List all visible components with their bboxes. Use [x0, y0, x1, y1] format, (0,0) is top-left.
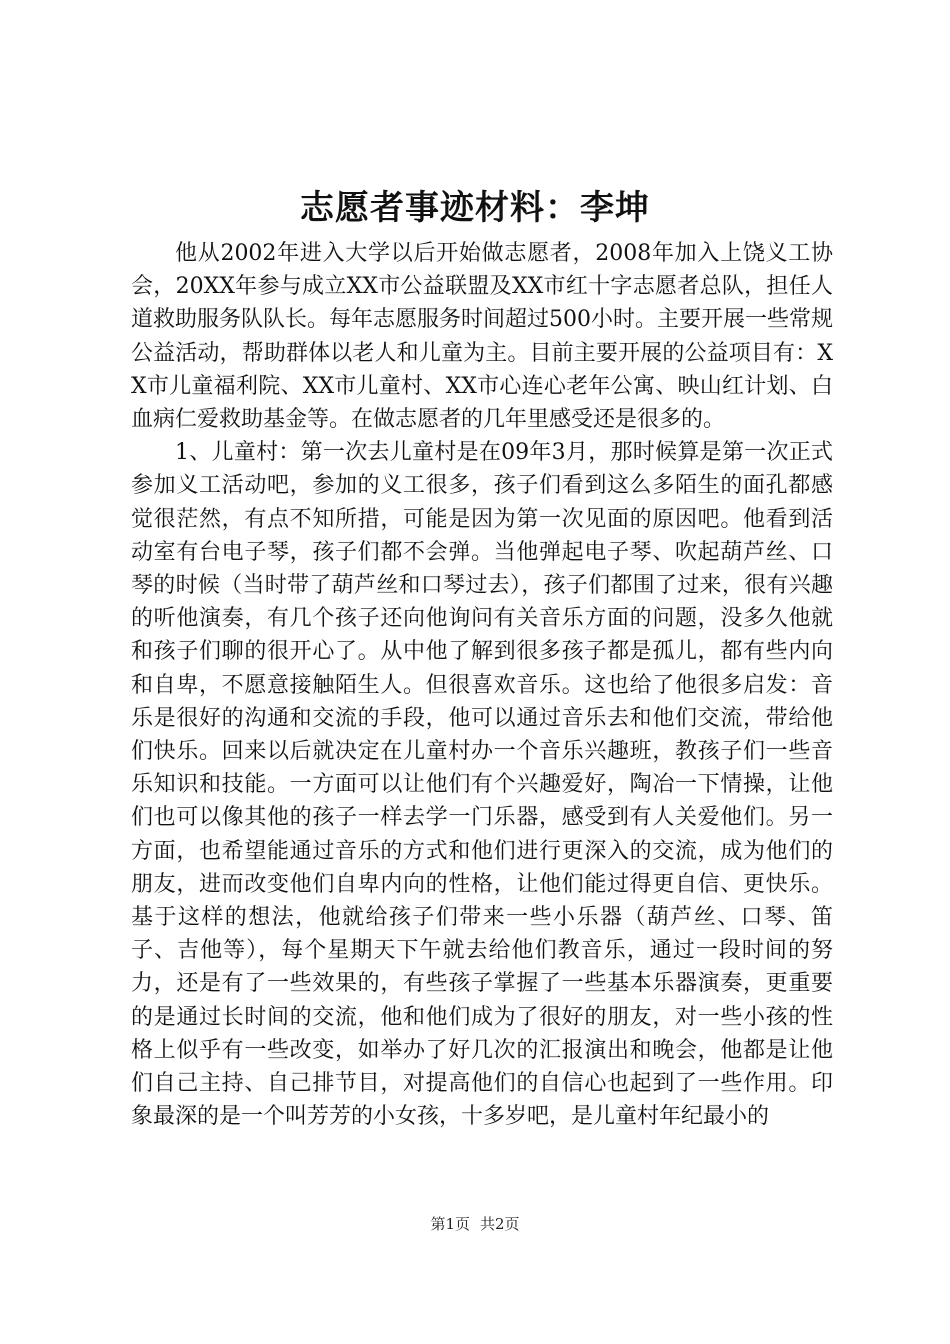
- page-number: 第1页: [430, 1215, 470, 1233]
- paragraph-intro: 他从2002年进入大学以后开始做志愿者，2008年加入上饶义工协会，20XX年参与成立XX市公益联盟及XX市红十字志愿者总队，担任人道救助服务队队长。每年志愿服务时间超过500小时。主要开展一些常规公益活动，帮助群体以老人和儿童为主。目前主要开展的公益项目有：XX市儿童福利院、XX市儿童村、XX市心连心老年公寓、映山红计划、白血病仁爱救助基金等。在做志愿者的几年里感受还是很多的。: [131, 241, 833, 433]
- document-body: [131, 237, 833, 1133]
- paragraph-children-village: 1、儿童村：第一次去儿童村是在09年3月，那时候算是第一次正式参加义工活动吧，参加的义工很多，孩子们看到这么多陌生的面孔都感觉很茫然，有点不知所措，可能是因为第一次见面的原因吧。他看到活动室有台电子琴，孩子们都不会弹。当他弹起电子琴、吹起葫芦丝、口琴的时候（当时带了葫芦丝和口琴过去），孩子们都围了过来，很有兴趣的听他演奏，有几个孩子还向他询问有关音乐方面的问题，没多久他就和孩子们聊的很开心了。从中他了解到很多孩子都是孤儿，都有些内向和自卑，不愿意接触陌生人。但很喜欢音乐。这也给了他很多启发：音乐是很好的沟通和交流的手段，他可以通过音乐去和他们交流，带给他们快乐。回来以后就决定在儿童村办一个音乐兴趣班，教孩子们一些音乐知识和技能。一方面可以让他们有个兴趣爱好，陶冶一下情操，让他们也可以像其他的孩子一样去学一门乐器，感受到有人关爱他们。另一方面，也希望能通过音乐的方式和他们进行更深入的交流，成为他们的朋友，进而改变他们自卑内向的性格，让他们能过得更自信、更快乐。基于这样的想法，他就给孩子们带来一些小乐器（葫芦丝、口琴、笛子、吉他等），每个星期天下午就去给他们教音乐，通过一段时间的努力，还是有了一些效果的，有些孩子掌握了一些基本乐器演奏，更重要的是通过长时间的交流，他和他们成为了很好的朋友，对一些小孩的性格上似乎有一些改变，如举办了好几次的汇报演出和晚会，他都是让他们自己主持、自己排节目，对提高他们的自信心也起到了一些作用。印象最深的是一个叫芳芳的小女孩，十多岁吧，是儿童村年纪最小的: [131, 440, 833, 1130]
- document-title: 志愿者事迹材料：李坤: [300, 188, 650, 228]
- page-total: 共2页: [480, 1215, 520, 1233]
- page-footer: [0, 1212, 950, 1236]
